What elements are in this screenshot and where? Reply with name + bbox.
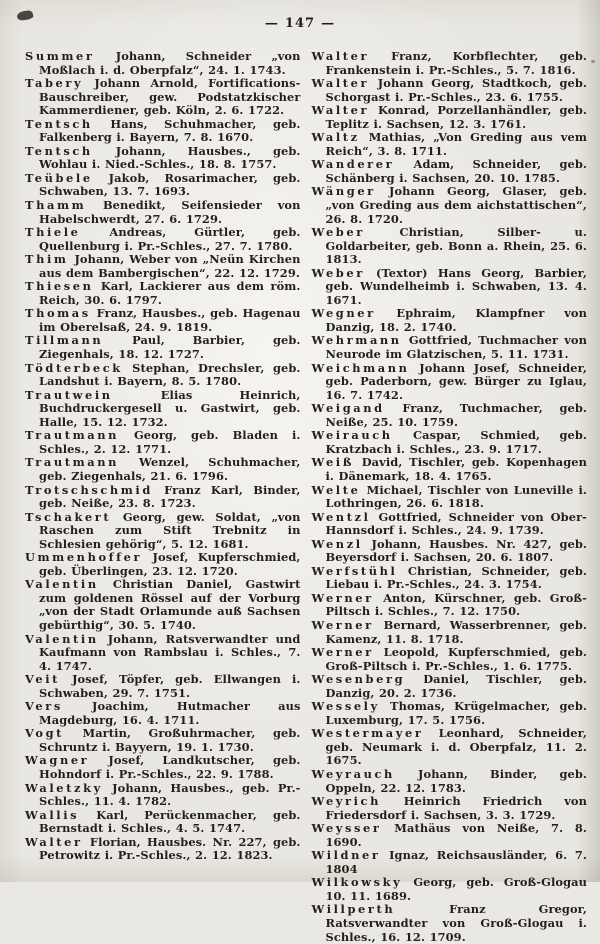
- entry-text: Mathias, „Von Greding aus vem Reich“, 3. 8. 1711.: [325, 130, 587, 158]
- list-entry: [25, 118, 301, 145]
- entry-text: Elias Heinrich, Buchdruckergesell u. Gastwirt, geb. Halle, 15. 12. 1732.: [39, 387, 301, 429]
- entry-text: Karl, Lackierer aus dem röm. Reich, 30. 6. 1797.: [39, 279, 301, 307]
- list-entry: [312, 104, 588, 131]
- entry-surname: Valentin: [25, 577, 99, 592]
- entry-surname: Waletzky: [25, 780, 103, 795]
- entry-text: Ephraim, Klampfner von Danzig, 18. 2. 1740.: [325, 306, 587, 334]
- entry-text: Jakob, Rosarimacher, geb. Schwaben, 13. 7. 1693.: [39, 170, 301, 199]
- list-entry: [312, 727, 588, 768]
- list-entry: [25, 511, 301, 552]
- entry-surname: Summer: [25, 49, 95, 63]
- entry-surname: Thomas: [25, 306, 91, 321]
- entry-text: Heinrich Friedrich von Friedersdorf i. Sachsen, 3. 3. 1729.: [325, 794, 587, 822]
- entry-surname: Trotschschmid: [25, 482, 153, 497]
- entry-text: Georg, geb. Groß-Glogau 10. 11. 1689.: [325, 875, 587, 903]
- entry-surname: Tödterbeck: [25, 360, 123, 375]
- entry-text: David, Tischler, geb. Kopenhagen i. Dänemark, 18. 4. 1765.: [325, 455, 587, 483]
- entry-text: Johann, Weber von „Neün Kirchen aus dem Bambergischen“, 22. 12. 1729.: [39, 252, 301, 280]
- entry-text: Leonhard, Schneider, geb. Neumark i. d. Oberpfalz, 11. 2. 1675.: [325, 726, 587, 768]
- entry-surname: Wilkowsky: [311, 875, 403, 890]
- entry-text: Johann Georg, Glaser, geb. „von Greding aus dem aichstattischen“, 26. 8. 1720.: [325, 184, 587, 226]
- entry-text: Franz, Hausbes., geb. Hagenau im Oberelsaß, 24. 9. 1819.: [39, 306, 301, 334]
- list-entry: [25, 334, 301, 361]
- list-entry: [312, 673, 588, 700]
- entry-text: Franz, Korbflechter, geb. Frankenstein i. Pr.-Schles., 5. 7. 1816.: [325, 49, 587, 77]
- list-entry: [25, 199, 301, 226]
- left-column: [25, 50, 301, 874]
- entry-surname: Trautwein: [25, 387, 113, 402]
- entry-surname: Wessely: [311, 699, 380, 714]
- list-entry: [312, 362, 588, 403]
- entry-text: Johann Arnold, Fortifications-Bauschreiber, gew. Podstatzkischer Kammerdiener, geb. Köln, 2. 6. 1722.: [39, 76, 301, 118]
- list-entry: [25, 551, 301, 578]
- entry-surname: Tentsch: [25, 143, 93, 158]
- entry-text: Paul, Barbier, geb. Ziegenhals, 18. 12. 1727.: [39, 333, 301, 362]
- list-entry: [25, 50, 301, 77]
- list-entry: [312, 795, 588, 822]
- entry-text: Johann Georg, Stadtkoch, geb. Schorgast i. Pr.-Schles., 23. 6. 1755.: [325, 76, 587, 104]
- entry-surname: Werfstühl: [311, 563, 398, 578]
- list-entry: [25, 673, 301, 700]
- entry-surname: Tschakert: [25, 509, 112, 524]
- entry-text: Michael, Tischler von Luneville i. Lothringen, 26. 6. 1818.: [325, 482, 587, 511]
- list-entry: [25, 578, 301, 632]
- list-entry: [312, 700, 588, 727]
- list-entry: [312, 158, 588, 185]
- list-entry: [25, 429, 301, 456]
- entry-text: Daniel, Tischler, geb. Danzig, 20. 2. 1736.: [325, 672, 587, 700]
- list-entry: [25, 456, 301, 483]
- list-entry: [312, 429, 588, 456]
- list-entry: [25, 633, 301, 674]
- entry-surname: Tillmann: [25, 333, 104, 348]
- list-entry: [25, 782, 301, 809]
- list-entry: [312, 334, 588, 361]
- entry-text: Josef, Landkutscher, geb. Hohndorf i. Pr.-Schles., 22. 9. 1788.: [39, 753, 301, 781]
- list-entry: [25, 145, 301, 172]
- entry-surname: Wagner: [25, 753, 90, 768]
- entry-surname: Waltz: [311, 130, 360, 145]
- list-entry: [312, 484, 588, 511]
- entry-surname: Westermayer: [311, 726, 424, 741]
- list-entry: [312, 50, 588, 77]
- list-entry: [312, 768, 588, 795]
- entry-text: Andreas, Gürtler, geb. Quellenburg i. Pr.-Schles., 27. 7. 1780.: [39, 225, 301, 253]
- entry-text: Anton, Kürschner, geb. Groß-Piltsch i. Schles., 7. 12. 1750.: [325, 590, 587, 619]
- entry-surname: Werner: [311, 617, 374, 632]
- entry-surname: Wenzl: [311, 536, 363, 551]
- right-column: [311, 49, 588, 944]
- entry-text: Stephan, Drechsler, geb. Landshut i. Bayern, 8. 5. 1780.: [39, 360, 301, 389]
- entry-text: Franz Karl, Binder, geb. Neiße, 23. 8. 1723.: [39, 482, 301, 511]
- entry-surname: Vogt: [25, 726, 65, 741]
- list-entry: [312, 592, 588, 619]
- entry-surname: Valentin: [25, 631, 99, 646]
- entry-surname: Weber: [311, 265, 365, 280]
- list-entry: [312, 226, 588, 267]
- list-entry: [25, 836, 301, 863]
- entry-surname: Weyrauch: [311, 766, 395, 781]
- entry-surname: Willperth: [311, 902, 396, 917]
- list-entry: [25, 727, 301, 754]
- entry-surname: Thiele: [25, 225, 81, 240]
- entry-text: Leopold, Kupferschmied, geb. Groß-Piltsch i. Pr.-Schles., 1. 6. 1775.: [325, 645, 587, 673]
- entry-text: Christian Daniel, Gastwirt zum goldenen Rössel auf der Vorburg „von der Stadt Orlamunde auß Sachsen gebürthig“, 30. 5. 1740.: [39, 577, 301, 632]
- list-entry: [312, 307, 588, 334]
- entry-surname: Weirauch: [311, 428, 393, 443]
- entry-surname: Wanderer: [311, 157, 395, 172]
- entry-surname: Thim: [25, 252, 69, 267]
- entry-text: Franz Gregor, Ratsverwandter von Groß-Glogau i. Schles., 16. 12. 1709.: [325, 902, 587, 944]
- entry-surname: Werner: [311, 590, 374, 605]
- entry-surname: Wallis: [25, 807, 80, 822]
- entry-text: Ignaz, Reichsausländer, 6. 7. 1804: [325, 848, 587, 876]
- entry-text: Konrad, Porzellanhändler, geb. Teplitz i. Sachsen, 12. 3. 1761.: [325, 103, 587, 131]
- scan-speck: [591, 60, 595, 63]
- entry-surname: Trautmann: [25, 428, 119, 443]
- entry-text: (Textor) Hans Georg, Barbier, geb. Wundelheimb i. Schwaben, 13. 4. 1671.: [325, 265, 587, 307]
- list-entry: [312, 903, 588, 944]
- entry-text: Mathäus von Neiße, 7. 8. 1690.: [325, 821, 587, 849]
- entry-surname: Teübele: [25, 170, 93, 185]
- entry-surname: Wentzl: [311, 509, 371, 524]
- entry-surname: Thamm: [25, 198, 87, 213]
- list-entry: [25, 172, 301, 199]
- header-right-dash: —: [321, 16, 336, 31]
- entry-surname: Walter: [311, 49, 370, 63]
- page-number: 147: [284, 16, 316, 31]
- list-entry: [312, 565, 588, 592]
- list-entry: [312, 77, 588, 104]
- entry-text: Caspar, Schmied, geb. Kratzbach i. Schles., 23. 9. 1717.: [325, 428, 587, 456]
- entry-text: Josef, Töpfer, geb. Ellwangen i. Schwaben, 29. 7. 1751.: [39, 672, 301, 700]
- entry-text: Johann, Schneider „von Moßlach i. d. Oberpfalz“, 24. 1. 1743.: [39, 49, 301, 77]
- entry-surname: Weigand: [311, 401, 385, 416]
- entry-surname: Veit: [25, 672, 61, 687]
- entry-surname: Wesenberg: [311, 672, 406, 687]
- entry-text: Johann, Binder, geb. Oppeln, 22. 12. 1783.: [325, 766, 587, 795]
- entry-text: Franz, Tuchmacher, geb. Neiße, 25. 10. 1759.: [325, 401, 587, 429]
- list-entry: [312, 538, 588, 565]
- entry-surname: Weber: [311, 225, 365, 240]
- entry-text: Martin, Großuhrmacher, geb. Schruntz i. Bayyern, 19. 1. 1730.: [39, 726, 301, 754]
- entry-surname: Tentsch: [25, 116, 93, 131]
- entry-text: Thomas, Krügelmacher, geb. Luxemburg, 17. 5. 1756.: [325, 699, 587, 727]
- entry-text: Johann Josef, Schneider, geb. Paderborn, gew. Bürger zu Iglau, 16. 7. 1742.: [325, 360, 587, 402]
- list-entry: [25, 307, 301, 334]
- entry-surname: Wehrmann: [311, 333, 402, 348]
- entry-text: Johann, Hausbes., geb. Pr.-Schles., 11. 4. 1782.: [39, 780, 301, 809]
- entry-text: Johann, Hausbes. Nr. 427, geb. Beyersdorf i. Sachsen, 20. 6. 1807.: [325, 536, 587, 565]
- page-header: [0, 16, 600, 31]
- entry-text: Adam, Schneider, geb. Schänberg i. Sachsen, 20. 10. 1785.: [325, 157, 587, 185]
- list-entry: [312, 822, 588, 849]
- list-entry: [312, 456, 588, 483]
- entry-text: Wenzel, Schuhmacher, geb. Ziegenhals, 21. 6. 1796.: [39, 455, 301, 483]
- entry-text: Johann, Ratsverwandter und Kaufmann von Rambslau i. Schles., 7. 4. 1747.: [39, 631, 301, 673]
- list-entry: [25, 809, 301, 836]
- entry-surname: Walter: [25, 834, 83, 849]
- entry-surname: Weichmann: [311, 360, 410, 375]
- header-left-dash: —: [264, 16, 279, 31]
- list-entry: [312, 849, 588, 876]
- entry-text: Bernard, Wasserbrenner, geb. Kamenz, 11. 8. 1718.: [325, 617, 587, 646]
- list-entry: [25, 700, 301, 727]
- entry-surname: Trautmann: [25, 455, 119, 470]
- list-entry: [312, 267, 588, 308]
- entry-surname: Wänger: [311, 184, 376, 199]
- list-entry: [25, 253, 301, 280]
- entry-surname: Wegner: [311, 306, 376, 321]
- entry-text: Georg, gew. Soldat, „von Raschen zum Stift Trebnitz in Schlesien gehörig“, 5. 12. 1681.: [39, 509, 301, 551]
- entry-surname: Tabery: [25, 76, 84, 91]
- entry-text: Hans, Schuhmacher, geb. Falkenberg i. Bayern, 7. 8. 1670.: [39, 116, 301, 145]
- entry-text: Christian, Schneider, geb. Liebau i. Pr.-Schles., 24. 3. 1754.: [325, 563, 587, 592]
- list-entry: [312, 185, 588, 226]
- list-entry: [312, 876, 588, 903]
- entry-text: Florian, Hausbes. Nr. 227, geb. Petrowitz i. Pr.-Schles., 2. 12. 1823.: [39, 834, 301, 863]
- entry-surname: Ummenhoffer: [25, 550, 143, 565]
- entry-surname: Werner: [311, 645, 374, 660]
- list-entry: [25, 754, 301, 781]
- list-entry: [25, 77, 301, 118]
- entry-surname: Wildner: [311, 848, 381, 863]
- entry-surname: Walter: [311, 76, 370, 91]
- entry-surname: Thiesen: [25, 279, 94, 294]
- entry-surname: Welte: [311, 482, 361, 497]
- list-entry: [25, 389, 301, 430]
- entry-surname: Weysser: [311, 821, 382, 836]
- entry-text: Christian, Silber- u. Goldarbeiter, geb. Bonn a. Rhein, 25. 6. 1813.: [325, 225, 587, 267]
- entry-surname: Weiß: [311, 455, 354, 470]
- entry-text: Johann, Hausbes., geb. Wohlau i. Nied.-Schles., 18. 8. 1757.: [39, 143, 301, 172]
- entry-surname: Walter: [311, 103, 370, 118]
- list-entry: [312, 646, 588, 673]
- list-entry: [25, 226, 301, 253]
- list-entry: [25, 362, 301, 389]
- entry-text: Gottfried, Tuchmacher von Neurode im Glatzischen, 5. 11. 1731.: [325, 333, 587, 362]
- entry-text: Benedikt, Seifensieder von Habelschwerdt, 27. 6. 1729.: [39, 198, 301, 226]
- entry-surname: Weyrich: [311, 794, 381, 809]
- entry-text: Josef, Kupferschmied, geb. Überlingen, 23. 12. 1720.: [39, 550, 301, 578]
- list-entry: [312, 619, 588, 646]
- list-entry: [312, 402, 588, 429]
- entry-surname: Vers: [25, 699, 63, 714]
- text-columns: [25, 49, 587, 944]
- entry-text: Gottfried, Schneider von Ober-Hannsdorf i. Schles., 24. 9. 1739.: [325, 509, 587, 538]
- entry-text: Karl, Perückenmacher, geb. Bernstadt i. Schles., 4. 5. 1747.: [39, 807, 301, 836]
- entry-text: Georg, geb. Bladen i. Schles., 2. 12. 1771.: [39, 428, 301, 456]
- list-entry: [312, 131, 588, 158]
- list-entry: [25, 280, 301, 307]
- list-entry: [25, 484, 301, 511]
- list-entry: [312, 511, 588, 538]
- entry-text: Joachim, Hutmacher aus Magdeburg, 16. 4. 1711.: [39, 699, 301, 727]
